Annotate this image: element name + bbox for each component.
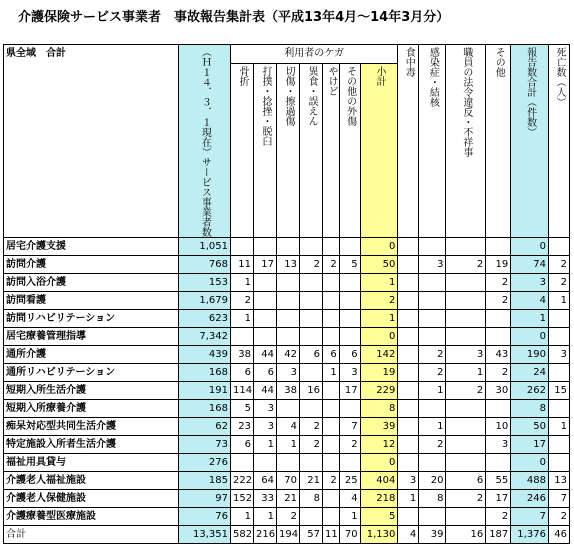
- cell-food-poisoning: [398, 256, 419, 274]
- cell-cut: 2: [276, 508, 299, 526]
- cell-subtotal: 19: [360, 364, 398, 382]
- cell-subtotal: 404: [360, 472, 398, 490]
- cell-ingestion: [299, 292, 322, 310]
- cell-cut: 38: [276, 382, 299, 400]
- cell-deaths: 46: [548, 526, 569, 544]
- table-row: [4, 328, 570, 346]
- cell-ingestion: [299, 400, 322, 418]
- header-bruise: 打撲・捻挫・脱臼: [253, 63, 276, 237]
- cell-service-count: 97: [178, 490, 230, 508]
- cell-ingestion: [299, 454, 322, 472]
- cell-ingestion: 2: [299, 436, 322, 454]
- table-row: [4, 472, 570, 490]
- header-fracture: 骨折: [230, 63, 253, 237]
- cell-burn: [322, 274, 339, 292]
- cell-staff-violation: 2: [446, 490, 486, 508]
- table-row: [4, 490, 570, 508]
- cell-deaths: 2: [548, 256, 569, 274]
- cell-bruise: 1: [253, 508, 276, 526]
- row-label: 通所リハビリテーション: [4, 364, 179, 382]
- cell-cut: 21: [276, 490, 299, 508]
- row-label: 居宅療養管理指導: [4, 328, 179, 346]
- cell-report-total: 24: [511, 364, 549, 382]
- cell-fracture: 5: [230, 400, 253, 418]
- cell-fracture: 1: [230, 310, 253, 328]
- cell-other: 55: [486, 472, 511, 490]
- cell-other: [486, 328, 511, 346]
- cell-subtotal: 12: [360, 436, 398, 454]
- table-row: [4, 364, 570, 382]
- cell-bruise: 17: [253, 256, 276, 274]
- cell-infection: 2: [419, 346, 446, 364]
- header-service-count: （Ｈ１４．３．１現在）サービス事業者数: [178, 45, 230, 238]
- cell-ingestion: [299, 310, 322, 328]
- table-row: [4, 454, 570, 472]
- cell-subtotal: 2: [360, 292, 398, 310]
- cell-bruise: 3: [253, 418, 276, 436]
- cell-fracture: 1: [230, 274, 253, 292]
- row-label: 短期入所療養介護: [4, 400, 179, 418]
- cell-subtotal: 50: [360, 256, 398, 274]
- cell-other: [486, 454, 511, 472]
- cell-service-count: 276: [178, 454, 230, 472]
- cell-other-injury: 25: [339, 472, 360, 490]
- header-staff-violation: 職員の法令違反・不祥事: [446, 45, 486, 238]
- cell-subtotal: 218: [360, 490, 398, 508]
- cell-infection: 1: [419, 382, 446, 400]
- cell-fracture: [230, 454, 253, 472]
- cell-infection: [419, 238, 446, 256]
- cell-deaths: 2: [548, 274, 569, 292]
- table-row: [4, 436, 570, 454]
- cell-staff-violation: [446, 292, 486, 310]
- cell-service-count: 1,679: [178, 292, 230, 310]
- cell-ingestion: [299, 508, 322, 526]
- table-row: [4, 310, 570, 328]
- cell-subtotal: 8: [360, 400, 398, 418]
- cell-ingestion: 8: [299, 490, 322, 508]
- row-label: 訪問看護: [4, 292, 179, 310]
- cell-food-poisoning: [398, 418, 419, 436]
- cell-bruise: [253, 328, 276, 346]
- cell-report-total: 17: [511, 436, 549, 454]
- row-label: 短期入所生活介護: [4, 382, 179, 400]
- cell-ingestion: [299, 274, 322, 292]
- cell-report-total: 7: [511, 508, 549, 526]
- cell-other-injury: [339, 400, 360, 418]
- cell-food-poisoning: [398, 274, 419, 292]
- table-row: [4, 238, 570, 256]
- cell-other-injury: [339, 292, 360, 310]
- cell-deaths: [548, 400, 569, 418]
- cell-subtotal: 142: [360, 346, 398, 364]
- cell-cut: 42: [276, 346, 299, 364]
- cell-burn: [322, 292, 339, 310]
- cell-report-total: 8: [511, 400, 549, 418]
- cell-report-total: 3: [511, 274, 549, 292]
- cell-deaths: 3: [548, 346, 569, 364]
- header-user-injury: 利用者のケガ: [230, 45, 397, 64]
- cell-food-poisoning: [398, 508, 419, 526]
- cell-staff-violation: [446, 328, 486, 346]
- cell-other-injury: 6: [339, 346, 360, 364]
- cell-service-count: 62: [178, 418, 230, 436]
- cell-cut: 3: [276, 364, 299, 382]
- header-infection: 感染症・結核: [419, 45, 446, 238]
- cell-bruise: [253, 238, 276, 256]
- cell-staff-violation: [446, 274, 486, 292]
- cell-burn: 6: [322, 346, 339, 364]
- header-report-total: 報告数合計（件数）: [511, 45, 549, 238]
- cell-subtotal: 5: [360, 508, 398, 526]
- cell-subtotal: 0: [360, 454, 398, 472]
- cell-service-count: 1,051: [178, 238, 230, 256]
- cell-cut: 13: [276, 256, 299, 274]
- cell-infection: 2: [419, 364, 446, 382]
- cell-staff-violation: [446, 400, 486, 418]
- cell-infection: 3: [419, 256, 446, 274]
- cell-infection: 8: [419, 490, 446, 508]
- cell-deaths: 7: [548, 490, 569, 508]
- cell-burn: [322, 310, 339, 328]
- cell-bruise: 3: [253, 400, 276, 418]
- row-label: 痴呆対応型共同生活介護: [4, 418, 179, 436]
- cell-staff-violation: [446, 436, 486, 454]
- cell-report-total: 0: [511, 328, 549, 346]
- row-label: 福祉用具貸与: [4, 454, 179, 472]
- cell-cut: [276, 292, 299, 310]
- cell-deaths: [548, 454, 569, 472]
- cell-service-count: 623: [178, 310, 230, 328]
- row-label: 介護老人福祉施設: [4, 472, 179, 490]
- cell-infection: [419, 292, 446, 310]
- cell-fracture: 2: [230, 292, 253, 310]
- cell-burn: [322, 328, 339, 346]
- cell-staff-violation: [446, 310, 486, 328]
- cell-food-poisoning: [398, 382, 419, 400]
- table-row: [4, 256, 570, 274]
- cell-infection: 2: [419, 436, 446, 454]
- cell-ingestion: [299, 328, 322, 346]
- cell-report-total: 262: [511, 382, 549, 400]
- cell-cut: 70: [276, 472, 299, 490]
- cell-other-injury: [339, 274, 360, 292]
- page-title: 介護保険サービス事業者 事故報告集計表（平成13年4月～14年3月分）: [18, 10, 450, 25]
- cell-deaths: [548, 436, 569, 454]
- cell-ingestion: 21: [299, 472, 322, 490]
- cell-fracture: 222: [230, 472, 253, 490]
- row-label: 特定施設入所者生活介護: [4, 436, 179, 454]
- cell-cut: [276, 310, 299, 328]
- cell-other: 43: [486, 346, 511, 364]
- cell-ingestion: 6: [299, 346, 322, 364]
- cell-other-injury: [339, 238, 360, 256]
- cell-subtotal: 0: [360, 238, 398, 256]
- cell-food-poisoning: [398, 328, 419, 346]
- cell-fracture: [230, 328, 253, 346]
- cell-staff-violation: 3: [446, 346, 486, 364]
- table-row: [4, 274, 570, 292]
- row-label: 訪問入浴介護: [4, 274, 179, 292]
- cell-staff-violation: 6: [446, 472, 486, 490]
- table-row: [4, 400, 570, 418]
- cell-report-total: 50: [511, 418, 549, 436]
- total-row: [4, 526, 570, 544]
- cell-staff-violation: 1: [446, 364, 486, 382]
- cell-other-injury: 17: [339, 382, 360, 400]
- row-label: 介護療養型医療施設: [4, 508, 179, 526]
- cell-staff-violation: 2: [446, 382, 486, 400]
- cell-cut: 194: [276, 526, 299, 544]
- cell-food-poisoning: 1: [398, 490, 419, 508]
- cell-burn: [322, 418, 339, 436]
- cell-subtotal: 229: [360, 382, 398, 400]
- cell-infection: 1: [419, 418, 446, 436]
- cell-other: 2: [486, 292, 511, 310]
- cell-food-poisoning: 4: [398, 526, 419, 544]
- cell-burn: [322, 454, 339, 472]
- cell-subtotal: 39: [360, 418, 398, 436]
- cell-fracture: 6: [230, 364, 253, 382]
- cell-deaths: 13: [548, 472, 569, 490]
- cell-cut: [276, 238, 299, 256]
- cell-staff-violation: [446, 454, 486, 472]
- header-cut: 切傷・擦過傷: [276, 63, 299, 237]
- cell-staff-violation: [446, 418, 486, 436]
- cell-infection: 20: [419, 472, 446, 490]
- cell-service-count: 439: [178, 346, 230, 364]
- cell-other-injury: 70: [339, 526, 360, 544]
- cell-bruise: 44: [253, 382, 276, 400]
- cell-other: 2: [486, 274, 511, 292]
- cell-deaths: 1: [548, 292, 569, 310]
- cell-fracture: 114: [230, 382, 253, 400]
- cell-other-injury: 1: [339, 508, 360, 526]
- cell-deaths: [548, 364, 569, 382]
- table-row: [4, 418, 570, 436]
- cell-deaths: 15: [548, 382, 569, 400]
- cell-other-injury: 2: [339, 436, 360, 454]
- cell-subtotal: 1,130: [360, 526, 398, 544]
- cell-burn: [322, 436, 339, 454]
- cell-food-poisoning: [398, 310, 419, 328]
- cell-cut: 4: [276, 418, 299, 436]
- cell-food-poisoning: [398, 238, 419, 256]
- cell-ingestion: [299, 238, 322, 256]
- header-food-poisoning: 食中毒: [398, 45, 419, 238]
- table-row: [4, 292, 570, 310]
- cell-other: 2: [486, 364, 511, 382]
- cell-other: 187: [486, 526, 511, 544]
- cell-bruise: 44: [253, 346, 276, 364]
- cell-other-injury: [339, 328, 360, 346]
- table-row: [4, 508, 570, 526]
- cell-subtotal: 1: [360, 274, 398, 292]
- cell-food-poisoning: [398, 400, 419, 418]
- cell-other-injury: [339, 454, 360, 472]
- cell-infection: [419, 328, 446, 346]
- cell-staff-violation: 2: [446, 256, 486, 274]
- cell-service-count: 73: [178, 436, 230, 454]
- cell-other-injury: 3: [339, 364, 360, 382]
- cell-subtotal: 0: [360, 328, 398, 346]
- cell-service-count: 7,342: [178, 328, 230, 346]
- header-other-injury: その他の外傷: [339, 63, 360, 237]
- cell-food-poisoning: [398, 454, 419, 472]
- cell-service-count: 768: [178, 256, 230, 274]
- cell-burn: 2: [322, 256, 339, 274]
- cell-other-injury: [339, 310, 360, 328]
- cell-cut: [276, 328, 299, 346]
- cell-report-total: 246: [511, 490, 549, 508]
- cell-report-total: 74: [511, 256, 549, 274]
- cell-burn: [322, 508, 339, 526]
- cell-report-total: 488: [511, 472, 549, 490]
- cell-deaths: 1: [548, 418, 569, 436]
- cell-bruise: 1: [253, 436, 276, 454]
- cell-other: 10: [486, 418, 511, 436]
- cell-fracture: 1: [230, 508, 253, 526]
- cell-fracture: 23: [230, 418, 253, 436]
- cell-infection: [419, 310, 446, 328]
- row-label: 居宅介護支援: [4, 238, 179, 256]
- cell-food-poisoning: [398, 436, 419, 454]
- cell-other: [486, 310, 511, 328]
- accident-report-table: [3, 44, 570, 544]
- cell-bruise: [253, 292, 276, 310]
- row-label: 訪問介護: [4, 256, 179, 274]
- row-label: 通所介護: [4, 346, 179, 364]
- header-ingestion: 異食・誤えん: [299, 63, 322, 237]
- cell-report-total: 1: [511, 310, 549, 328]
- cell-deaths: [548, 310, 569, 328]
- cell-bruise: [253, 310, 276, 328]
- cell-infection: [419, 508, 446, 526]
- cell-cut: [276, 400, 299, 418]
- cell-fracture: 6: [230, 436, 253, 454]
- cell-cut: [276, 274, 299, 292]
- cell-bruise: [253, 454, 276, 472]
- cell-burn: 1: [322, 364, 339, 382]
- cell-fracture: 11: [230, 256, 253, 274]
- row-label: 合計: [4, 526, 179, 544]
- cell-food-poisoning: [398, 364, 419, 382]
- table-row: [4, 382, 570, 400]
- table-row: [4, 346, 570, 364]
- cell-service-count: 168: [178, 400, 230, 418]
- cell-burn: [322, 400, 339, 418]
- cell-infection: 39: [419, 526, 446, 544]
- cell-service-count: 13,351: [178, 526, 230, 544]
- cell-other-injury: 7: [339, 418, 360, 436]
- cell-deaths: [548, 238, 569, 256]
- cell-service-count: 153: [178, 274, 230, 292]
- cell-bruise: 6: [253, 364, 276, 382]
- cell-service-count: 191: [178, 382, 230, 400]
- cell-food-poisoning: 3: [398, 472, 419, 490]
- cell-other: 19: [486, 256, 511, 274]
- cell-burn: 11: [322, 526, 339, 544]
- cell-report-total: 190: [511, 346, 549, 364]
- cell-bruise: 216: [253, 526, 276, 544]
- cell-other-injury: 4: [339, 490, 360, 508]
- cell-service-count: 76: [178, 508, 230, 526]
- cell-report-total: 1,376: [511, 526, 549, 544]
- header-deaths: 死亡数（人）: [548, 45, 569, 238]
- cell-bruise: [253, 274, 276, 292]
- cell-ingestion: 57: [299, 526, 322, 544]
- cell-other: [486, 400, 511, 418]
- cell-bruise: 33: [253, 490, 276, 508]
- cell-fracture: [230, 238, 253, 256]
- cell-report-total: 4: [511, 292, 549, 310]
- cell-fracture: 582: [230, 526, 253, 544]
- cell-burn: 2: [322, 472, 339, 490]
- cell-other: [486, 238, 511, 256]
- cell-infection: [419, 400, 446, 418]
- cell-other: 17: [486, 490, 511, 508]
- cell-staff-violation: 16: [446, 526, 486, 544]
- cell-food-poisoning: [398, 292, 419, 310]
- cell-cut: 1: [276, 436, 299, 454]
- header-subtotal: 小計: [360, 63, 398, 237]
- row-label: 介護老人保健施設: [4, 490, 179, 508]
- row-label: 訪問リハビリテーション: [4, 310, 179, 328]
- cell-burn: [322, 382, 339, 400]
- cell-service-count: 185: [178, 472, 230, 490]
- cell-deaths: [548, 328, 569, 346]
- cell-infection: [419, 454, 446, 472]
- cell-subtotal: 1: [360, 310, 398, 328]
- header-burn: やけど: [322, 63, 339, 237]
- cell-cut: [276, 454, 299, 472]
- cell-fracture: 38: [230, 346, 253, 364]
- cell-burn: [322, 238, 339, 256]
- cell-ingestion: 2: [299, 256, 322, 274]
- cell-staff-violation: [446, 238, 486, 256]
- cell-burn: [322, 490, 339, 508]
- cell-ingestion: 16: [299, 382, 322, 400]
- cell-ingestion: 2: [299, 418, 322, 436]
- cell-other: 30: [486, 382, 511, 400]
- cell-other: 2: [486, 508, 511, 526]
- cell-other-injury: 5: [339, 256, 360, 274]
- cell-infection: [419, 274, 446, 292]
- cell-ingestion: [299, 364, 322, 382]
- cell-service-count: 168: [178, 364, 230, 382]
- cell-report-total: 0: [511, 238, 549, 256]
- header-other: その他: [486, 45, 511, 238]
- cell-fracture: 152: [230, 490, 253, 508]
- cell-bruise: 64: [253, 472, 276, 490]
- cell-report-total: 0: [511, 454, 549, 472]
- cell-staff-violation: [446, 508, 486, 526]
- cell-deaths: 2: [548, 508, 569, 526]
- cell-other: 3: [486, 436, 511, 454]
- cell-food-poisoning: [398, 346, 419, 364]
- header-corner: 県全域 合計: [4, 45, 179, 238]
